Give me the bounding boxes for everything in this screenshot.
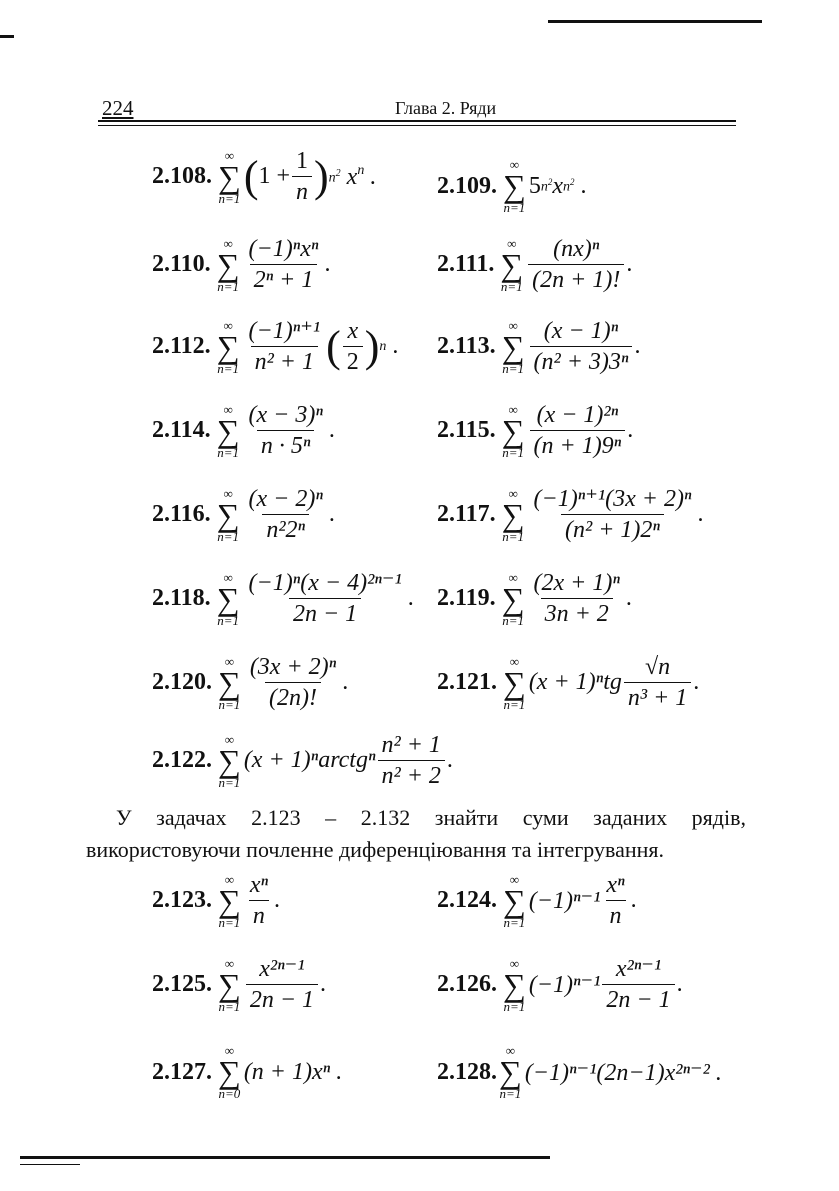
fraction: $\frac{\text{(x − 1)ⁿ}}{\text{(n² + 3)3ⁿ}}$ — [530, 318, 633, 376]
problem-label: 2.113. — [437, 333, 496, 360]
problem-2-112: 2.112. ∞ ∑ n=1 $\frac{\text{(−1)ⁿ⁺¹}}{\text{n² + 1}}$ ( $\frac{x}{2}$ ) n . — [152, 317, 399, 377]
problem-label: 2.109. — [437, 172, 497, 199]
sum-sign: ∞ ∑ n=1 — [501, 317, 525, 377]
problem-label: 2.119. — [437, 585, 496, 612]
fraction: $\frac{\text{(−1)ⁿ⁺¹}}{\text{n² + 1}}$ — [248, 318, 321, 376]
footer-rule-thin — [20, 1164, 80, 1165]
top-decor-line — [548, 20, 762, 23]
problem-label: 2.121. — [437, 669, 497, 696]
top-corner-mark — [0, 35, 14, 38]
problem-label: 2.128. — [437, 1058, 497, 1085]
problem-2-113: 2.113. ∞ ∑ n=1 $\frac{\text{(x − 1)ⁿ}}{\text{(n² + 3)3ⁿ}}$ . — [437, 317, 641, 377]
problem-2-121: 2.121. ∞ ∑ n=1 (x + 1)ⁿtg $\frac{√n}{\text{n³ + 1}}$ . — [437, 653, 700, 713]
sum-sign: ∞ ∑ n=1 — [218, 731, 241, 791]
fraction: $\frac{\text{x²ⁿ⁻¹}}{2n - 1}$ — [602, 956, 674, 1014]
problem-label: 2.124. — [437, 887, 497, 914]
problem-label: 2.114. — [152, 417, 211, 444]
problem-2-125: 2.125. ∞ ∑ n=1 $\frac{\text{x²ⁿ⁻¹}}{2n - 1}$ . — [152, 955, 327, 1015]
problem-2-122: 2.122. ∞ ∑ n=1 (x + 1)ⁿarctgⁿ $\frac{\text{n² + 1}}{\text{n² + 2}}$ . — [152, 731, 453, 791]
problem-label: 2.108. — [152, 163, 212, 190]
problem-2-114: 2.114. ∞ ∑ n=1 $\frac{\text{(x − 3)ⁿ}}{\text{n · 5ⁿ}}$ . — [152, 401, 335, 461]
sum-sign: ∞ ∑ n=1 — [503, 157, 526, 216]
fraction: $\frac{x}{2}$ — [343, 318, 363, 376]
problem-label: 2.120. — [152, 669, 212, 696]
problem-2-126: 2.126. ∞ ∑ n=1 (−1)ⁿ⁻¹ $\frac{\text{x²ⁿ⁻¹}}{2n - 1}$ . — [437, 955, 683, 1015]
sum-sign: ∞ ∑ n=1 — [503, 955, 526, 1015]
problem-2-117: 2.117. ∞ ∑ n=1 $\frac{\text{(−1)ⁿ⁺¹(3x + 2)ⁿ}}{\text{(n² + 1)2ⁿ}}$ . — [437, 485, 704, 545]
problem-label: 2.118. — [152, 585, 211, 612]
problem-2-128: 2.128. ∞ ∑ n=1 (−1)ⁿ⁻¹(2n−1)x²ⁿ⁻² . — [437, 1043, 722, 1102]
sum-sign: ∞ ∑ n=1 — [218, 871, 241, 931]
sum-sign: ∞ ∑ n=1 — [216, 569, 240, 629]
header-rule — [98, 120, 736, 122]
problem-label: 2.125. — [152, 971, 212, 998]
page-number: 224 — [102, 96, 134, 120]
sum-sign: ∞ ∑ n=1 — [500, 235, 524, 295]
fraction: $\frac{√n}{\text{n³ + 1}}$ — [624, 654, 691, 712]
problem-2-119: 2.119. ∞ ∑ n=1 $\frac{\text{(2x + 1)ⁿ}}{3n + 2}$ . — [437, 569, 632, 629]
sum-sign: ∞ ∑ n=0 — [218, 1043, 241, 1102]
sum-sign: ∞ ∑ n=1 — [499, 1043, 522, 1102]
problem-label: 2.122. — [152, 747, 212, 774]
sum-sign: ∞ ∑ n=1 — [216, 401, 240, 461]
sum-sign: ∞ ∑ n=1 — [503, 653, 526, 713]
fraction: $\frac{\text{(2x + 1)ⁿ}}{3n + 2}$ — [533, 570, 620, 628]
fraction: $\frac{\text{(x − 2)ⁿ}}{\text{n²2ⁿ}}$ — [248, 486, 323, 544]
fraction: $\frac{\text{n² + 1}}{\text{n² + 2}}$ — [378, 732, 445, 790]
problem-label: 2.117. — [437, 501, 496, 528]
sum-sign: ∞ ∑ n=1 — [501, 569, 525, 629]
fraction: $\frac{\text{xⁿ}}{n}$ — [606, 872, 625, 930]
problem-label: 2.112. — [152, 333, 211, 360]
fraction: $\frac{\text{(3x + 2)ⁿ}}{(2n)!}$ — [249, 654, 337, 712]
sum-sign: ∞ ∑ n=1 — [503, 871, 526, 931]
problem-label: 2.111. — [437, 251, 495, 278]
sum-sign: ∞ ∑ n=1 — [216, 485, 240, 545]
problem-label: 2.126. — [437, 971, 497, 998]
fraction: $\frac{\text{(−1)ⁿ⁺¹(3x + 2)ⁿ}}{\text{(n² + 1)2ⁿ}}$ — [533, 486, 692, 544]
fraction: $\frac{\text{xⁿ}}{n}$ — [249, 872, 269, 930]
sum-sign: ∞ ∑ n=1 — [216, 317, 240, 377]
problem-2-124: 2.124. ∞ ∑ n=1 (−1)ⁿ⁻¹ $\frac{\text{xⁿ}}{n}$ . — [437, 871, 637, 931]
problem-2-109: 2.109. ∞ ∑ n=1 5 $n^2$ x $n^2$ . — [437, 157, 587, 216]
problem-2-116: 2.116. ∞ ∑ n=1 $\frac{\text{(x − 2)ⁿ}}{\text{n²2ⁿ}}$ . — [152, 485, 335, 545]
instruction-paragraph: У задачах 2.123 – 2.132 знайти суми заданих рядів, використовуючи почленне диференціювання та інтегрування. — [86, 805, 746, 862]
problem-label: 2.127. — [152, 1058, 212, 1085]
problem-label: 2.115. — [437, 417, 496, 444]
problem-2-111: 2.111. ∞ ∑ n=1 $\frac{\text{(nx)ⁿ}}{(2n + 1)!}$ . — [437, 235, 633, 295]
sum-sign: ∞ ∑ n=1 — [218, 147, 241, 207]
sum-sign: ∞ ∑ n=1 — [218, 955, 241, 1015]
header-rule-thin — [98, 125, 736, 126]
fraction: $\frac{\text{(x − 3)ⁿ}}{\text{n · 5ⁿ}}$ — [248, 402, 323, 460]
footer-rule — [20, 1156, 550, 1159]
fraction: $\frac{\text{(x − 1)²ⁿ}}{\text{(n + 1)9ⁿ}}$ — [530, 402, 626, 460]
problem-2-115: 2.115. ∞ ∑ n=1 $\frac{\text{(x − 1)²ⁿ}}{\text{(n + 1)9ⁿ}}$ . — [437, 401, 634, 461]
problem-2-127: 2.127. ∞ ∑ n=0 (n + 1)xⁿ . — [152, 1043, 343, 1102]
fraction: $\frac{\text{(−1)ⁿ(x − 4)²ⁿ⁻¹}}{2n - 1}$ — [248, 570, 402, 628]
fraction: $\frac{\text{(−1)ⁿxⁿ}}{\text{2ⁿ + 1}}$ — [248, 236, 319, 294]
problem-2-123: 2.123. ∞ ∑ n=1 $\frac{\text{xⁿ}}{n}$ . — [152, 871, 281, 931]
sum-sign: ∞ ∑ n=1 — [218, 653, 241, 713]
sum-sign: ∞ ∑ n=1 — [501, 401, 525, 461]
problem-2-120: 2.120. ∞ ∑ n=1 $\frac{\text{(3x + 2)ⁿ}}{(2n)!}$ . — [152, 653, 349, 713]
problem-2-118: 2.118. ∞ ∑ n=1 $\frac{\text{(−1)ⁿ(x − 4)²ⁿ⁻¹}}{2n - 1}$ . — [152, 569, 414, 629]
problem-label: 2.110. — [152, 251, 211, 278]
fraction: $\frac{\text{(nx)ⁿ}}{(2n + 1)!}$ — [528, 236, 624, 294]
problem-2-110: 2.110. ∞ ∑ n=1 $\frac{\text{(−1)ⁿxⁿ}}{\text{2ⁿ + 1}}$ . — [152, 235, 331, 295]
running-title: Глава 2. Ряди — [395, 98, 497, 118]
sum-sign: ∞ ∑ n=1 — [216, 235, 240, 295]
sum-sign: ∞ ∑ n=1 — [501, 485, 525, 545]
problem-label: 2.123. — [152, 887, 212, 914]
fraction: $\frac{\text{x²ⁿ⁻¹}}{2n - 1}$ — [246, 956, 318, 1014]
problem-2-108: 2.108. ∞ ∑ n=1 ( 1 + $\frac{1}{n}$ ) $n^2$ $x^n$ . — [152, 147, 377, 207]
problem-label: 2.116. — [152, 501, 211, 528]
